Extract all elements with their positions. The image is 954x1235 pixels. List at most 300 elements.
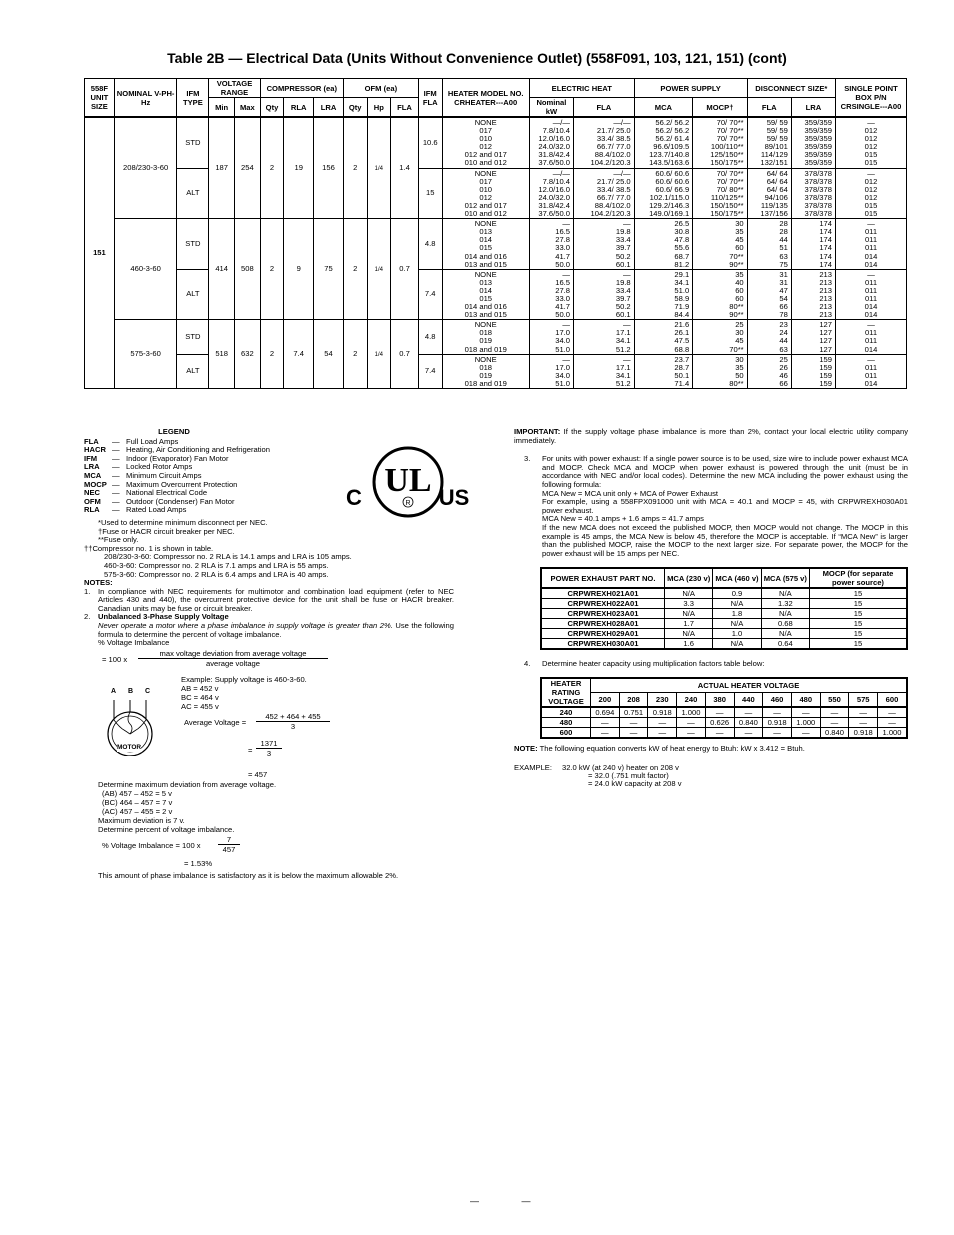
note-number: 3. — [524, 454, 531, 464]
voltage-header: 440 — [734, 692, 763, 707]
cell-dc-fla: 59/ 59 59/ 59 59/ 59 89/101 114/129 132/151 — [747, 117, 791, 168]
cell-eh-fla: — 19.8 33.4 39.7 50.2 60.1 — [574, 269, 635, 320]
factor-cell: 0.626 — [705, 717, 734, 727]
cell-ofm-fla: 0.7 — [391, 320, 419, 389]
factor-cell: — — [591, 717, 620, 727]
electrical-data-table — [84, 78, 907, 389]
voltage-header: 600 — [878, 692, 907, 707]
legend-abbr: FLA — [84, 436, 99, 446]
table-row — [541, 629, 907, 639]
legend-dash: — — [112, 470, 120, 480]
cell-dc-fla: 23 24 44 63 — [747, 320, 791, 354]
cell-eh-fla: — 17.1 34.1 51.2 — [574, 320, 635, 354]
legend-desc: Indoor (Evaporator) Fan Motor — [126, 453, 229, 463]
header-min: Min — [209, 98, 235, 118]
header-power-supply: POWER SUPPLY — [634, 79, 747, 98]
formula-numerator: max voltage deviation from average voltage — [138, 650, 328, 660]
avg-label: Average Voltage = — [184, 717, 247, 727]
table-row — [85, 168, 907, 219]
factor-cell: — — [648, 727, 677, 738]
example-line: 32.0 kW (at 240 v) heater on 208 v — [562, 762, 679, 772]
equals-sign: = — [248, 745, 253, 755]
pct-label: % Voltage Imbalance — [98, 638, 170, 648]
note-text: In compliance with NEC requirements for multimotor and combination load equipment (refer to NEC Articles 430 and 440), the overcurrent protective device for the unit shall be fuse or HACR breaker. Canadian units may be fuse or circuit breaker. — [98, 586, 454, 613]
hp-fraction: 1/4 — [374, 351, 384, 358]
value-cell: N/A — [761, 609, 809, 619]
factor-cell: 0.694 — [591, 707, 620, 718]
factor-cell: — — [820, 707, 849, 718]
cul-us-logo — [346, 444, 471, 529]
note-text: For units with power exhaust: If a single power source is to be used, size wire to include power exhaust MCA and MOCP. Check MCA and MOCP when power exhaust is powered through the unit (must be in accordance with NEC and/or local codes). Determine the new MCA including the power exhaust using the following formula: — [542, 454, 908, 489]
cell-mocp: 35 40 60 60 80** 90** — [693, 269, 747, 320]
ifm-type-cell: ALT — [177, 269, 209, 320]
cell-min: 518 — [209, 320, 235, 389]
factor-cell: — — [705, 727, 734, 738]
pe-header: MCA (460 v) — [713, 568, 761, 588]
cell-qty: 2 — [260, 117, 284, 219]
voltage-header: 575 — [849, 692, 878, 707]
header-ifm-fla: IFM FLA — [418, 79, 442, 118]
value-cell: 0.9 — [713, 588, 761, 599]
header-single-point-box: SINGLE POINT BOX P/N CRSINGLE---A00 — [835, 79, 906, 118]
formula-denominator: average voltage — [205, 658, 261, 668]
cell-dc-fla: 31 31 47 54 66 78 — [747, 269, 791, 320]
cell-dc-fla: 28 28 44 51 63 75 — [747, 219, 791, 270]
notes-heading: NOTES: — [84, 578, 113, 588]
note-number: 2. — [84, 612, 91, 622]
formula-imbalance — [84, 650, 454, 674]
value-cell: 1.7 — [665, 619, 713, 629]
ifm-type-cell: STD — [177, 320, 209, 354]
voltage-header: 200 — [591, 692, 620, 707]
legend-dash: — — [112, 436, 120, 446]
cell-qty: 2 — [260, 219, 284, 320]
dev-bc: (BC) 464 – 457 = 7 v — [102, 797, 173, 807]
part-number-cell: CRPWREXH030A01 — [541, 639, 665, 650]
factor-cell: — — [677, 717, 706, 727]
voltage-header: 380 — [705, 692, 734, 707]
cell-heater: NONE 017 010 012 012 and 017 010 and 012 — [442, 168, 529, 219]
legend-abbr: RLA — [84, 505, 100, 515]
example-line: = 24.0 kW capacity at 208 v — [588, 778, 682, 788]
cell-heater: NONE 017 010 012 012 and 017 010 and 012 — [442, 117, 529, 168]
rating-voltage-cell: 480 — [541, 717, 591, 727]
cell-dc-lra: 159 159 159 159 — [791, 354, 835, 388]
cell-mca: 56.2/ 56.2 56.2/ 56.2 56.2/ 61.4 96.6/109.5 123.7/140.8 143.5/163.6 — [634, 117, 693, 168]
hf-rating-header: HEATER RATING VOLTAGE — [541, 678, 591, 707]
formula-prefix: = 100 x — [102, 654, 128, 664]
cell-mca: 26.5 30.8 47.8 55.6 68.7 81.2 — [634, 219, 693, 270]
factor-cell: — — [849, 707, 878, 718]
cell-rla: 7.4 — [284, 320, 314, 389]
legend-desc: Locked Rotor Amps — [126, 462, 193, 472]
header-compressor: COMPRESSOR (ea) — [260, 79, 343, 98]
cell-kw: —/— 7.8/10.4 12.0/16.0 24.0/32.0 31.8/42.4 37.6/50.0 — [529, 168, 573, 219]
header-hp: Hp — [367, 98, 391, 118]
conclusion: This amount of phase imbalance is satisfactory as it is below the maximum allowable 2%. — [98, 870, 399, 880]
legend-abbr: NEC — [84, 488, 101, 498]
factor-cell: — — [849, 717, 878, 727]
factor-cell: 0.918 — [849, 727, 878, 738]
vi-numerator: 7 — [218, 836, 240, 846]
factor-cell: 0.840 — [734, 717, 763, 727]
part-number-cell: CRPWREXH023A01 — [541, 609, 665, 619]
cell-ofm-qty: 2 — [343, 117, 367, 219]
cell-heater: NONE 018 019 018 and 019 — [442, 354, 529, 388]
cell-rla: 9 — [284, 219, 314, 320]
legend-dash: — — [112, 505, 120, 515]
value-cell: 15 — [810, 639, 908, 650]
cell-mocp: 30 35 50 80** — [693, 354, 747, 388]
cell-dc-lra: 174 174 174 174 174 174 — [791, 219, 835, 270]
legend-desc: Maximum Overcurrent Protection — [126, 479, 238, 489]
cell-mca: 23.7 28.7 50.1 71.4 — [634, 354, 693, 388]
heater-factor-table — [540, 677, 908, 739]
header-rla: RLA — [284, 98, 314, 118]
table-row — [541, 609, 907, 619]
cell-mca: 29.1 34.1 51.0 58.9 71.9 84.4 — [634, 269, 693, 320]
factor-cell: — — [734, 727, 763, 738]
eq3: = 457 — [248, 769, 268, 779]
table-row — [541, 599, 907, 609]
example-ab: AB = 452 v — [181, 683, 219, 693]
header-heater-model: HEATER MODEL NO. CRHEATER---A00 — [442, 79, 529, 118]
cell-eh-fla: —/— 21.7/ 25.0 33.4/ 38.5 66.7/ 77.0 88.4/102.0 104.2/120.3 — [574, 168, 635, 219]
cell-sp: — 011 011 014 — [835, 320, 906, 354]
value-cell: 15 — [810, 588, 908, 599]
voltage-header: 208 — [619, 692, 648, 707]
cell-hp — [367, 320, 391, 389]
avg-numerator: 452 + 464 + 455 — [256, 713, 330, 723]
legend-abbr: MCA — [84, 470, 102, 480]
factor-cell: — — [705, 707, 734, 718]
note-text: Use the following formula to determine the percent of voltage imbalance. — [98, 621, 454, 639]
value-cell: N/A — [761, 588, 809, 599]
ifm-type-cell: STD — [177, 219, 209, 270]
legend-dash: — — [112, 453, 120, 463]
legend-desc: Outdoor (Condenser) Fan Motor — [126, 496, 235, 506]
factor-cell: — — [791, 707, 820, 718]
cell-sp: — 011 011 011 014 014 — [835, 219, 906, 270]
footnote: ††Compressor no. 1 is shown in table. — [84, 543, 214, 553]
cell-lra: 75 — [314, 219, 344, 320]
factor-cell: — — [878, 707, 907, 718]
factor-cell: — — [648, 717, 677, 727]
header-max: Max — [235, 98, 261, 118]
value-cell: 0.68 — [761, 619, 809, 629]
header-mca: MCA — [634, 98, 693, 118]
footnote: †Fuse or HACR circuit breaker per NEC. — [98, 526, 235, 536]
cell-mocp: 25 30 45 70** — [693, 320, 747, 354]
table-row — [541, 639, 907, 650]
factor-cell: — — [734, 707, 763, 718]
value-cell: 0.64 — [761, 639, 809, 650]
note-2-text — [84, 622, 454, 639]
cell-kw: — 16.5 27.8 33.0 41.7 50.0 — [529, 219, 573, 270]
eq2-denominator: 3 — [266, 748, 272, 758]
voltage-header: 230 — [648, 692, 677, 707]
cell-ifm-fla: 4.8 — [418, 219, 442, 270]
header-nominal-kw: Nominal kW — [529, 98, 573, 118]
legend-desc: Rated Load Amps — [126, 505, 187, 515]
power-exhaust-table — [540, 567, 908, 650]
cell-rla: 19 — [284, 117, 314, 219]
cell-mocp: 70/ 70** 70/ 70** 70/ 70** 100/110** 125/150** 150/175** — [693, 117, 747, 168]
cell-max: 508 — [235, 219, 261, 320]
example-capacity — [514, 764, 908, 794]
cell-eh-fla: —/— 21.7/ 25.0 33.4/ 38.5 66.7/ 77.0 88.4/102.0 104.2/120.3 — [574, 117, 635, 168]
hp-fraction: 1/4 — [374, 165, 384, 172]
rating-voltage-cell: 600 — [541, 727, 591, 738]
ifm-type-cell: ALT — [177, 354, 209, 388]
factor-cell: 0.751 — [619, 707, 648, 718]
factor-cell: 0.918 — [648, 707, 677, 718]
dev-title: Determine maximum deviation from average voltage. — [98, 779, 277, 789]
table-row — [85, 320, 907, 354]
example-label: EXAMPLE: — [514, 762, 552, 772]
footnote: 460-3-60: Compressor no. 2 RLA is 7.1 amps and LRA is 55 amps. — [104, 560, 329, 570]
cell-mocp: 70/ 70** 70/ 70** 70/ 80** 110/125** 150/150** 150/175** — [693, 168, 747, 219]
cell-max: 254 — [235, 117, 261, 219]
cell-dc-lra: 127 127 127 127 — [791, 320, 835, 354]
cell-eh-fla: — 19.8 33.4 39.7 50.2 60.1 — [574, 219, 635, 270]
table-row — [85, 117, 907, 168]
value-cell: 1.32 — [761, 599, 809, 609]
value-cell: 15 — [810, 609, 908, 619]
vi-denominator: 457 — [222, 844, 236, 854]
value-cell: 15 — [810, 599, 908, 609]
factor-cell: 0.840 — [820, 727, 849, 738]
cell-ifm-fla: 4.8 — [418, 320, 442, 354]
factor-cell: — — [677, 727, 706, 738]
footnote: *Used to determine minimum disconnect per NEC. — [98, 517, 268, 527]
value-cell: 1.0 — [713, 629, 761, 639]
rating-voltage-cell: 240 — [541, 707, 591, 718]
motor-label: MOTOR — [117, 743, 142, 751]
header-eh-fla: FLA — [574, 98, 635, 118]
cell-heater: NONE 013 014 015 014 and 016 013 and 015 — [442, 219, 529, 270]
cell-sp: — 012 012 012 015 015 — [835, 168, 906, 219]
legend-abbr: OFM — [84, 496, 101, 506]
factor-cell: — — [763, 707, 792, 718]
table-row — [541, 588, 907, 599]
cell-lra: 156 — [314, 117, 344, 219]
note-btuh — [514, 745, 908, 754]
value-cell: 1.6 — [665, 639, 713, 650]
cell-eh-fla: — 17.1 34.1 51.2 — [574, 354, 635, 388]
important-note — [514, 428, 908, 445]
header-ofm-qty: Qty — [343, 98, 367, 118]
part-number-cell: CRPWREXH029A01 — [541, 629, 665, 639]
header-disconnect-size: DISCONNECT SIZE* — [747, 79, 835, 98]
legend-desc: Minimum Circuit Amps — [126, 470, 202, 480]
avg-denominator: 3 — [290, 721, 296, 731]
header-ofm-fla: FLA — [391, 98, 419, 118]
factor-cell: — — [619, 717, 648, 727]
cell-ofm-qty: 2 — [343, 320, 367, 389]
example: For example, using a 558FPX091000 unit with MCA = 40.1 and MOCP = 45, with CRPWREXH030A01 power exhaust. — [542, 497, 908, 515]
factor-cell: — — [791, 727, 820, 738]
header-ifm-type: IFM TYPE — [177, 79, 209, 118]
hf-actual-header: ACTUAL HEATER VOLTAGE — [591, 678, 908, 693]
example-ac: AC = 455 v — [181, 701, 219, 711]
cell-kw: —/— 7.8/10.4 12.0/16.0 24.0/32.0 31.8/42.4 37.6/50.0 — [529, 117, 573, 168]
factor-cell: — — [591, 727, 620, 738]
legend-desc: Heating, Air Conditioning and Refrigeration — [126, 445, 270, 455]
legend-desc: Full Load Amps — [126, 436, 179, 446]
voltage-header: 550 — [820, 692, 849, 707]
dev-ab: (AB) 457 – 452 = 5 v — [102, 788, 172, 798]
pe-header: MCA (575 v) — [761, 568, 809, 588]
legend-dash: — — [112, 462, 120, 472]
note-number: 4. — [524, 659, 531, 669]
formula: MCA New = MCA unit only + MCA of Power Exhaust — [542, 488, 718, 498]
cell-lra: 54 — [314, 320, 344, 389]
ul-logo-icon — [346, 444, 471, 524]
pe-header: MOCP (for separate power source) — [810, 568, 908, 588]
table-row — [541, 619, 907, 629]
header-dc-fla: FLA — [747, 98, 791, 118]
note-tail: If the new MCA does not exceed the published MOCP, then MOCP would not change. The MOCP in this example is 45 amps, the MCA New is below 45, therefore the MOCP is acceptable. If “MCA New” is larger than the published MOCP, raise the MOCP to the next larger size. For separate power, the MOCP for the power exhaust will be 15 amps per NEC. — [542, 522, 908, 558]
vi-result: = 1.53% — [184, 858, 213, 868]
logo-us: US — [438, 485, 470, 510]
motor-label-a: A — [111, 687, 117, 695]
ifm-type-cell: ALT — [177, 168, 209, 219]
value-cell: N/A — [713, 599, 761, 609]
cell-sp: — 012 012 012 015 015 — [835, 117, 906, 168]
cell-ifm-fla: 15 — [418, 168, 442, 219]
note-title: Unbalanced 3-Phase Supply Voltage — [98, 612, 229, 622]
note-1 — [84, 588, 454, 614]
legend-dash: — — [112, 496, 120, 506]
page-footer: — — — [470, 1196, 551, 1206]
motor-label-c: C — [145, 687, 151, 695]
cell-hp — [367, 117, 391, 219]
note-number: 1. — [84, 586, 91, 596]
part-number-cell: CRPWREXH021A01 — [541, 588, 665, 599]
cell-dc-lra: 359/359 359/359 359/359 359/359 359/359 359/359 — [791, 117, 835, 168]
right-column — [514, 428, 908, 794]
ul-letters: UL — [384, 462, 432, 499]
important-text: If the supply voltage phase imbalance is more than 2%, contact your local electric utility company immediately. — [514, 427, 908, 445]
legend-abbr: IFM — [84, 453, 98, 463]
header-ofm: OFM (ea) — [343, 79, 418, 98]
value-cell: 1.8 — [713, 609, 761, 619]
header-unit-size: 558F UNIT SIZE — [85, 79, 115, 118]
note-label: NOTE: — [514, 743, 538, 753]
warning-text: Never operate a motor where a phase imbalance in supply voltage is greater than 2%. — [98, 621, 393, 631]
table-row — [541, 717, 907, 727]
cell-mca: 21.6 26.1 47.5 68.8 — [634, 320, 693, 354]
cell-ifm-fla: 7.4 — [418, 354, 442, 388]
example-line: Example: Supply voltage is 460-3-60. — [181, 674, 307, 684]
table-row — [85, 219, 907, 270]
header-nominal: NOMINAL V-PH-Hz — [114, 79, 177, 118]
factor-cell: — — [763, 727, 792, 738]
legend-abbr: HACR — [84, 445, 106, 455]
cell-mocp: 30 35 45 60 70** 90** — [693, 219, 747, 270]
header-dc-lra: LRA — [791, 98, 835, 118]
legend-dash: — — [112, 445, 120, 455]
cell-mca: 60.6/ 60.6 60.6/ 60.6 60.6/ 66.9 102.1/115.0 129.2/146.3 149.0/169.1 — [634, 168, 693, 219]
value-cell: 15 — [810, 629, 908, 639]
value-cell: N/A — [665, 629, 713, 639]
cell-sp: — 011 011 011 014 014 — [835, 269, 906, 320]
header-qty: Qty — [260, 98, 284, 118]
header-voltage-range: VOLTAGE RANGE — [209, 79, 260, 98]
factor-cell: 1.000 — [791, 717, 820, 727]
cell-max: 632 — [235, 320, 261, 389]
cell-min: 414 — [209, 219, 235, 320]
cell-min: 187 — [209, 117, 235, 219]
hp-fraction: 1/4 — [374, 266, 384, 273]
value-cell: N/A — [713, 639, 761, 650]
page-title: Table 2B — Electrical Data (Units Without Convenience Outlet) (558F091, 103, 121, 151) (cont) — [167, 50, 787, 66]
table-row — [85, 354, 907, 388]
vi-label: % Voltage Imbalance = 100 x — [102, 840, 201, 850]
footnote: 575-3-60: Compressor no. 2 RLA is 6.4 amps and LRA is 40 amps. — [104, 569, 329, 579]
unit-size-cell: 151 — [85, 117, 115, 389]
determine-pct: Determine percent of voltage imbalance. — [98, 824, 235, 834]
table-row — [85, 269, 907, 320]
cell-dc-fla: 25 26 46 66 — [747, 354, 791, 388]
voltage-header: 460 — [763, 692, 792, 707]
voltage-header: 480 — [791, 692, 820, 707]
legend-abbr: LRA — [84, 462, 100, 472]
example-line: = 32.0 (.751 mult factor) — [588, 770, 669, 780]
cell-ifm-fla: 10.6 — [418, 117, 442, 168]
calc: MCA New = 40.1 amps + 1.6 amps = 41.7 amps — [542, 514, 704, 524]
cell-kw: — 17.0 34.0 51.0 — [529, 354, 573, 388]
factor-cell: — — [619, 727, 648, 738]
header-lra: LRA — [314, 98, 344, 118]
pe-header: POWER EXHAUST PART NO. — [541, 568, 665, 588]
eq2-numerator: 1371 — [256, 740, 282, 750]
value-cell: N/A — [665, 588, 713, 599]
legend-abbr: MOCP — [84, 479, 107, 489]
value-cell: N/A — [713, 619, 761, 629]
table-row — [541, 707, 907, 718]
footnote: **Fuse only. — [98, 535, 139, 545]
cell-kw: — 16.5 27.8 33.0 41.7 50.0 — [529, 269, 573, 320]
table-row — [541, 727, 907, 738]
nominal-voltage-cell: 460-3-60 — [114, 219, 177, 320]
cell-ofm-fla: 0.7 — [391, 219, 419, 320]
value-cell: N/A — [761, 629, 809, 639]
value-cell: 15 — [810, 619, 908, 629]
cell-ofm-fla: 1.4 — [391, 117, 419, 219]
motor-label-b: B — [128, 687, 134, 695]
note-text: The following equation converts kW of heat energy to Btuh: kW x 3.412 = Btuh. — [537, 743, 805, 753]
factor-cell: 1.000 — [878, 727, 907, 738]
note-text: Determine heater capacity using multiplication factors table below: — [542, 659, 765, 669]
legend-title: LEGEND — [158, 427, 190, 436]
example-bc: BC = 464 v — [181, 692, 219, 702]
voltage-header: 240 — [677, 692, 706, 707]
cell-ifm-fla: 7.4 — [418, 269, 442, 320]
note-4 — [514, 660, 908, 669]
note-3 — [514, 455, 908, 558]
factor-cell: 0.918 — [763, 717, 792, 727]
cell-dc-lra: 213 213 213 213 213 213 — [791, 269, 835, 320]
header-mocp: MOCP† — [693, 98, 747, 118]
ifm-type-cell: STD — [177, 117, 209, 168]
logo-c: C — [346, 485, 362, 510]
registered-mark: R — [405, 500, 411, 507]
value-cell: 3.3 — [665, 599, 713, 609]
cell-hp — [367, 219, 391, 320]
max-deviation: Maximum deviation is 7 v. — [98, 815, 185, 825]
